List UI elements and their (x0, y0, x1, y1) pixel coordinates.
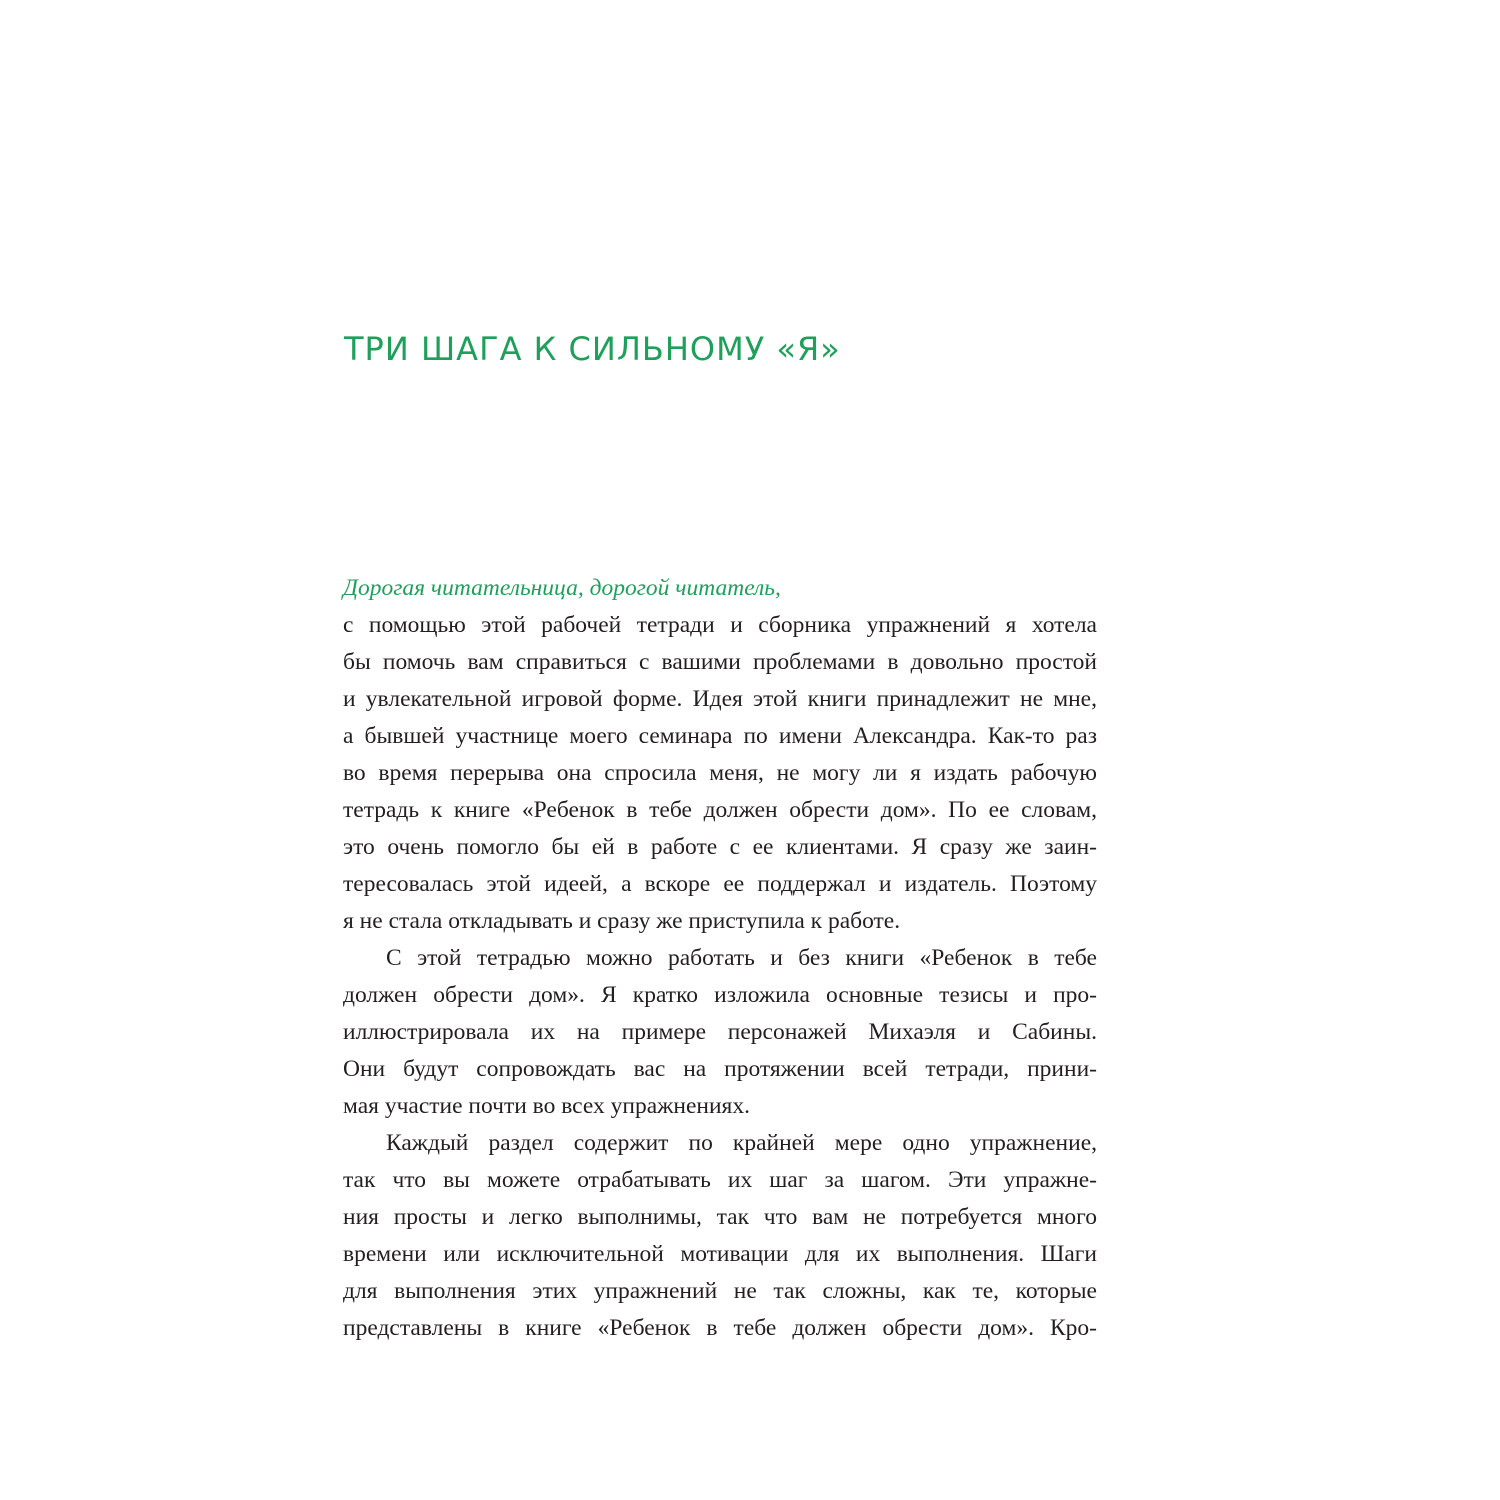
greeting-line: Дорогая читательница, дорогой читатель, (343, 575, 781, 601)
text-line: и увлекательной игровой форме. Идея этой книги принадлежит не мне, (343, 686, 1097, 712)
text-line: это очень помогло бы ей в работе с ее клиентами. Я сразу же заин- (343, 834, 1097, 860)
body-text (343, 570, 1097, 1347)
text-line: а бывшей участнице моего семинара по имени Александра. Как-то раз (343, 723, 1097, 749)
text-line: бы помочь вам справиться с вашими проблемами в довольно простой (343, 649, 1097, 675)
paragraph-1 (343, 607, 1097, 940)
text-line: во время перерыва она спросила меня, не могу ли я издать рабочую (343, 760, 1097, 786)
text-line: времени или исключительной мотивации для их выполнения. Шаги (343, 1241, 1097, 1267)
text-line: представлены в книге «Ребенок в тебе должен обрести дом». Кро- (343, 1315, 1097, 1341)
text-line: с помощью этой рабочей тетради и сборника упражнений я хотела (343, 612, 1097, 638)
text-line: тетрадь к книге «Ребенок в тебе должен обрести дом». По ее словам, (343, 797, 1097, 823)
text-line: ния просты и легко выполнимы, так что вам не потребуется много (343, 1204, 1097, 1230)
text-line: тересовалась этой идеей, а вскоре ее поддержал и издатель. Поэтому (343, 871, 1097, 897)
text-line: Каждый раздел содержит по крайней мере одно упражнение, (386, 1130, 1097, 1156)
text-line: так что вы можете отрабатывать их шаг за шагом. Эти упражне- (343, 1167, 1097, 1193)
text-line: для выполнения этих упражнений не так сложны, как те, которые (343, 1278, 1097, 1304)
text-line: Они будут сопровождать вас на протяжении всей тетради, прини- (343, 1056, 1097, 1082)
text-line: С этой тетрадью можно работать и без книги «Ребенок в тебе (386, 945, 1097, 971)
paragraph-3 (343, 1125, 1097, 1347)
chapter-title: ТРИ ШАГА К СИЛЬНОМУ «Я» (344, 330, 841, 368)
text-line: должен обрести дом». Я кратко изложила основные тезисы и про- (343, 982, 1097, 1008)
text-line: мая участие почти во всех упражнениях. (343, 1093, 750, 1119)
paragraph-2 (343, 940, 1097, 1125)
text-line: иллюстрировала их на примере персонажей Михаэля и Сабины. (343, 1019, 1097, 1045)
text-line: я не стала откладывать и сразу же приступила к работе. (343, 908, 901, 934)
